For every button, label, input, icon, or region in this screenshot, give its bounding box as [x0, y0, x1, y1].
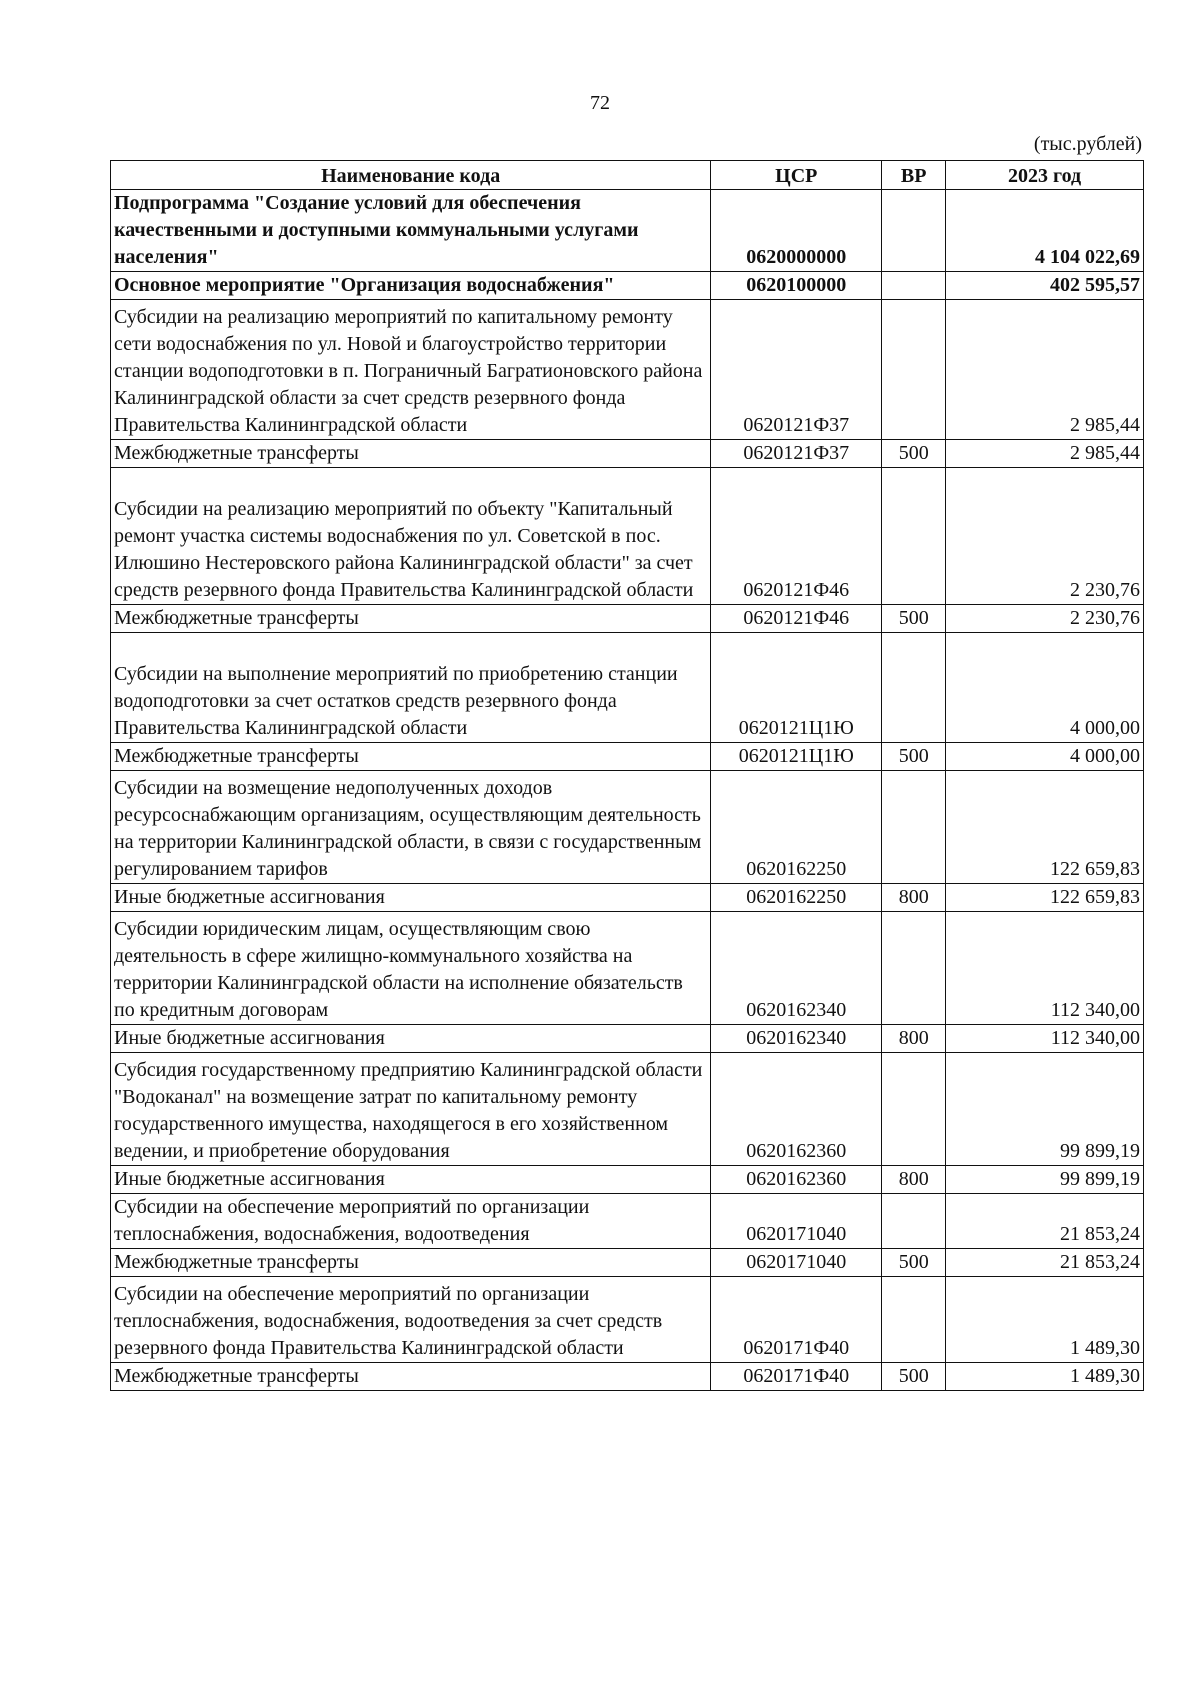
row-name: Межбюджетные трансферты [111, 743, 711, 771]
row-csr: 0620171040 [711, 1249, 882, 1277]
header-year: 2023 год [946, 161, 1144, 190]
row-csr: 0620162250 [711, 884, 882, 912]
row-vr: 500 [882, 1249, 946, 1277]
row-csr: 0620171Ф40 [711, 1277, 882, 1363]
table-header-row [111, 161, 1144, 190]
table-row [111, 884, 1144, 912]
header-csr: ЦСР [711, 161, 882, 190]
row-name: Иные бюджетные ассигнования [111, 1025, 711, 1053]
table-row [111, 1277, 1144, 1363]
table-row [111, 1194, 1144, 1249]
table-row [111, 912, 1144, 1025]
page-number: 72 [590, 92, 610, 114]
row-name: Субсидия государственному предприятию Калининградской области "Водоканал" на возмещение затрат по капитальному ремонту государственного имущества, находящегося в его хозяйственном ведении, и приобретение оборудования [111, 1053, 711, 1166]
row-vr: 800 [882, 884, 946, 912]
row-sum: 2 230,76 [946, 468, 1144, 605]
table-row [111, 1025, 1144, 1053]
budget-table [110, 160, 1144, 1391]
row-vr [882, 1277, 946, 1363]
table-row [111, 272, 1144, 300]
table-row [111, 633, 1144, 743]
table-row [111, 440, 1144, 468]
row-sum: 4 000,00 [946, 743, 1144, 771]
table-row [111, 743, 1144, 771]
row-name: Межбюджетные трансферты [111, 1363, 711, 1391]
row-name: Иные бюджетные ассигнования [111, 884, 711, 912]
row-sum: 402 595,57 [946, 272, 1144, 300]
row-name: Субсидии на возмещение недополученных доходов ресурсоснабжающим организациям, осуществляющим деятельность на территории Калининградской области, в связи с государственным регулированием тарифов [111, 771, 711, 884]
row-sum: 99 899,19 [946, 1166, 1144, 1194]
row-csr: 0620121Ц1Ю [711, 633, 882, 743]
row-sum: 99 899,19 [946, 1053, 1144, 1166]
row-sum: 122 659,83 [946, 884, 1144, 912]
row-csr: 0620162340 [711, 912, 882, 1025]
row-name: Субсидии на обеспечение мероприятий по организации теплоснабжения, водоснабжения, водоотведения за счет средств резервного фонда Правительства Калининградской области [111, 1277, 711, 1363]
row-sum: 112 340,00 [946, 1025, 1144, 1053]
table-row [111, 300, 1144, 440]
row-csr: 0620121Ф37 [711, 300, 882, 440]
row-sum: 2 985,44 [946, 300, 1144, 440]
row-vr [882, 633, 946, 743]
table-row [111, 1166, 1144, 1194]
row-name: Межбюджетные трансферты [111, 440, 711, 468]
row-csr: 0620121Ф46 [711, 468, 882, 605]
table-row [111, 468, 1144, 605]
row-name: Субсидии на обеспечение мероприятий по организации теплоснабжения, водоснабжения, водоотведения [111, 1194, 711, 1249]
row-sum: 21 853,24 [946, 1194, 1144, 1249]
row-name: Субсидии юридическим лицам, осуществляющим свою деятельность в сфере жилищно-коммунального хозяйства на территории Калининградской области на исполнение обязательств по кредитным договорам [111, 912, 711, 1025]
row-vr [882, 468, 946, 605]
row-vr: 800 [882, 1166, 946, 1194]
row-vr [882, 190, 946, 272]
row-sum: 2 230,76 [946, 605, 1144, 633]
table-row [111, 605, 1144, 633]
row-vr [882, 272, 946, 300]
row-sum: 4 000,00 [946, 633, 1144, 743]
row-sum: 2 985,44 [946, 440, 1144, 468]
row-csr: 0620162360 [711, 1166, 882, 1194]
row-csr: 0620162360 [711, 1053, 882, 1166]
row-csr: 0620171Ф40 [711, 1363, 882, 1391]
row-vr: 500 [882, 1363, 946, 1391]
row-name: Субсидии на реализацию мероприятий по объекту "Капитальный ремонт участка системы водоснабжения по ул. Советской в пос. Илюшино Нестеровского района Калининградской области" за счет средств резервного фонда Правительства Калининградской области [111, 468, 711, 605]
table-row [111, 1363, 1144, 1391]
units-label: (тыс.рублей) [1033, 133, 1142, 155]
row-csr: 0620121Ф37 [711, 440, 882, 468]
table-row [111, 771, 1144, 884]
row-sum: 1 489,30 [946, 1363, 1144, 1391]
row-vr [882, 300, 946, 440]
row-vr [882, 912, 946, 1025]
table-row [111, 1249, 1144, 1277]
row-csr: 0620121Ф46 [711, 605, 882, 633]
row-sum: 4 104 022,69 [946, 190, 1144, 272]
row-name: Иные бюджетные ассигнования [111, 1166, 711, 1194]
row-vr: 500 [882, 743, 946, 771]
row-csr: 0620000000 [711, 190, 882, 272]
header-vr: ВР [882, 161, 946, 190]
row-name: Подпрограмма "Создание условий для обеспечения качественными и доступными коммунальными услугами населения" [111, 190, 711, 272]
row-name: Субсидии на выполнение мероприятий по приобретению станции водоподготовки за счет остатков средств резервного фонда Правительства Калининградской области [111, 633, 711, 743]
row-csr: 0620162340 [711, 1025, 882, 1053]
row-name: Основное мероприятие "Организация водоснабжения" [111, 272, 711, 300]
row-csr: 0620171040 [711, 1194, 882, 1249]
row-sum: 122 659,83 [946, 771, 1144, 884]
row-sum: 21 853,24 [946, 1249, 1144, 1277]
row-csr: 0620100000 [711, 272, 882, 300]
row-name: Межбюджетные трансферты [111, 1249, 711, 1277]
row-csr: 0620121Ц1Ю [711, 743, 882, 771]
row-vr [882, 771, 946, 884]
table-row [111, 1053, 1144, 1166]
row-vr [882, 1194, 946, 1249]
row-name: Субсидии на реализацию мероприятий по капитальному ремонту сети водоснабжения по ул. Новой и благоустройство территории станции водоподготовки в п. Пограничный Багратионовского района Калининградской области за счет средств резервного фонда Правительства Калининградской области [111, 300, 711, 440]
header-name: Наименование кода [111, 161, 711, 190]
table-row [111, 190, 1144, 272]
row-sum: 112 340,00 [946, 912, 1144, 1025]
row-vr: 500 [882, 605, 946, 633]
row-vr [882, 1053, 946, 1166]
row-vr: 500 [882, 440, 946, 468]
row-vr: 800 [882, 1025, 946, 1053]
row-csr: 0620162250 [711, 771, 882, 884]
row-sum: 1 489,30 [946, 1277, 1144, 1363]
row-name: Межбюджетные трансферты [111, 605, 711, 633]
